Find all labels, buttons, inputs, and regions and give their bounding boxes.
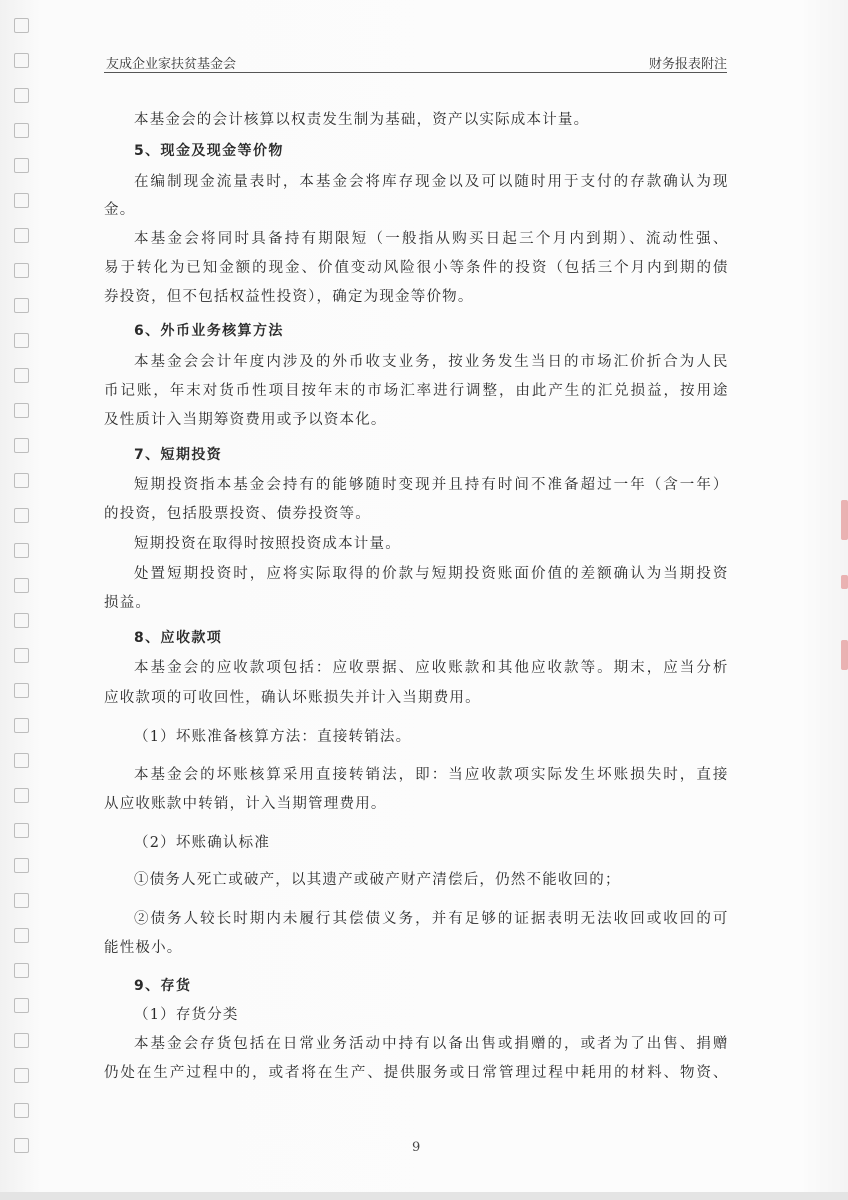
- subsection-heading: （2）坏账确认标准: [134, 835, 271, 851]
- paragraph-line: 能性极小。: [104, 940, 183, 956]
- binding-hole: [14, 18, 29, 33]
- binding-hole: [14, 1033, 29, 1048]
- header-organization: 友成企业家扶贫基金会: [106, 57, 237, 72]
- binding-hole: [14, 123, 29, 138]
- paragraph-line: 金。: [104, 202, 136, 218]
- paragraph-line: 及性质计入当期筹资费用或予以资本化。: [104, 412, 387, 428]
- binding-hole: [14, 88, 29, 103]
- section-heading-8: 8、应收款项: [134, 630, 223, 646]
- paragraph-line: 本基金会的应收款项包括：应收票据、应收账款和其他应收款等。期末，应当分析: [134, 660, 728, 676]
- binding-hole: [14, 438, 29, 453]
- binding-hole: [14, 263, 29, 278]
- binding-hole: [14, 228, 29, 243]
- page-header: [104, 50, 727, 73]
- paragraph-line: 本基金会会计年度内涉及的外币收支业务，按业务发生当日的市场汇价折合为人民: [134, 354, 728, 370]
- paragraph-line: 本基金会的坏账核算采用直接转销法，即：当应收款项实际发生坏账损失时，直接: [134, 767, 728, 783]
- section-heading-7: 7、短期投资: [134, 447, 223, 463]
- binding-holes: [10, 8, 34, 1188]
- paragraph-line: 应收款项的可收回性，确认坏账损失并计入当期费用。: [104, 690, 481, 706]
- paragraph-line: 损益。: [104, 595, 152, 611]
- subsection-heading: （1）坏账准备核算方法：直接转销法。: [134, 729, 412, 745]
- binding-hole: [14, 683, 29, 698]
- binding-hole: [14, 788, 29, 803]
- binding-hole: [14, 823, 29, 838]
- section-heading-5: 5、现金及现金等价物: [134, 143, 284, 159]
- binding-hole: [14, 578, 29, 593]
- paragraph-line: 短期投资指本基金会持有的能够随时变现并且持有时间不准备超过一年（含一年）: [134, 477, 728, 493]
- binding-hole: [14, 998, 29, 1013]
- stamp-fragment: [841, 640, 848, 670]
- paragraph-line: 券投资，但不包括权益性投资），确定为现金等价物。: [104, 289, 474, 305]
- binding-hole: [14, 963, 29, 978]
- subsection-heading: （1）存货分类: [134, 1007, 239, 1023]
- page-number: 9: [412, 1140, 421, 1155]
- section-heading-9: 9、存货: [134, 978, 192, 994]
- binding-hole: [14, 508, 29, 523]
- criteria-item: ①债务人死亡或破产，以其遗产或破产财产清偿后，仍然不能收回的；: [134, 872, 621, 888]
- criteria-item: ②债务人较长时期内未履行其偿债义务，并有足够的证据表明无法收回或收回的可: [134, 911, 728, 927]
- binding-hole: [14, 928, 29, 943]
- paragraph-line: 在编制现金流量表时，本基金会将库存现金以及可以随时用于支付的存款确认为现: [134, 174, 728, 190]
- paragraph-line: 处置短期投资时，应将实际取得的价款与短期投资账面价值的差额确认为当期投资: [134, 566, 728, 582]
- binding-hole: [14, 753, 29, 768]
- binding-hole: [14, 193, 29, 208]
- paragraph-line: 的投资，包括股票投资、债券投资等。: [104, 506, 371, 522]
- binding-hole: [14, 403, 29, 418]
- binding-hole: [14, 333, 29, 348]
- paragraph-line: 短期投资在取得时按照投资成本计量。: [134, 536, 401, 552]
- binding-hole: [14, 718, 29, 733]
- binding-hole: [14, 543, 29, 558]
- paragraph-line: 本基金会存货包括在日常业务活动中持有以备出售或捐赠的，或者为了出售、捐赠: [134, 1036, 728, 1052]
- paragraph-line: 本基金会的会计核算以权责发生制为基础，资产以实际成本计量。: [134, 112, 590, 128]
- paragraph-line: 易于转化为已知金额的现金、价值变动风险很小等条件的投资（包括三个月内到期的债: [104, 260, 728, 276]
- page-bottom-edge: [0, 1192, 848, 1200]
- binding-hole: [14, 473, 29, 488]
- binding-hole: [14, 368, 29, 383]
- binding-hole: [14, 298, 29, 313]
- header-section: 财务报表附注: [648, 57, 727, 72]
- binding-hole: [14, 1138, 29, 1153]
- binding-hole: [14, 158, 29, 173]
- binding-hole: [14, 648, 29, 663]
- paragraph-line: 仍处在生产过程中的，或者将在生产、提供服务或日常管理过程中耗用的材料、物资、: [104, 1065, 728, 1081]
- stamp-fragment: [841, 575, 848, 589]
- binding-hole: [14, 1103, 29, 1118]
- paragraph-line: 币记账，年末对货币性项目按年末的市场汇率进行调整，由此产生的汇兑损益，按用途: [104, 383, 728, 399]
- paragraph-line: 本基金会将同时具备持有期限短（一般指从购买日起三个月内到期）、流动性强、: [134, 231, 728, 247]
- paragraph-line: 从应收账款中转销，计入当期管理费用。: [104, 796, 387, 812]
- binding-hole: [14, 1068, 29, 1083]
- binding-hole: [14, 53, 29, 68]
- stamp-fragment: [841, 500, 848, 540]
- binding-hole: [14, 613, 29, 628]
- section-heading-6: 6、外币业务核算方法: [134, 323, 284, 339]
- binding-hole: [14, 858, 29, 873]
- binding-hole: [14, 893, 29, 908]
